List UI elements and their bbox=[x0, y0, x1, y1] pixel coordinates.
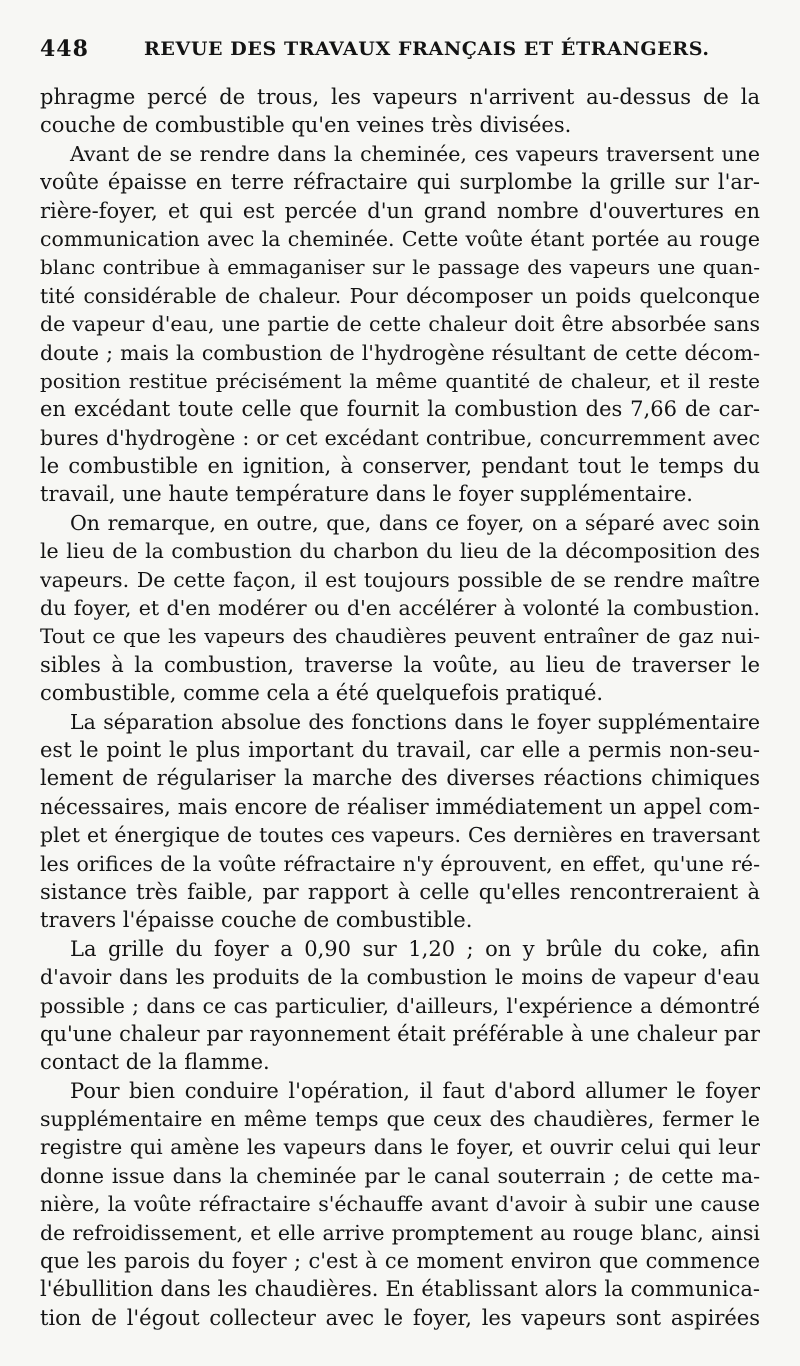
text-line: Pour bien conduire l'opération, il faut d'abord allumer le foyer bbox=[70, 1078, 760, 1103]
text-line: de vapeur d'eau, une partie de cette chaleur doit être absorbée sans bbox=[40, 312, 760, 337]
text-line: de refroidissement, et elle arrive promptement au rouge blanc, ainsi bbox=[40, 1220, 760, 1245]
text-line: lement de régulariser la marche des diverses réactions chimiques bbox=[40, 766, 760, 791]
page-number: 448 bbox=[40, 36, 89, 62]
text-line: est le point le plus important du travail, car elle a permis non-seu- bbox=[40, 737, 760, 762]
text-line: vapeurs. De cette façon, il est toujours possible de se rendre maître bbox=[40, 567, 760, 592]
text-line: plet et énergique de toutes ces vapeurs. Ces dernières en traversant bbox=[40, 823, 760, 848]
text-line: couche de combustible qu'en veines très divisées. bbox=[40, 113, 572, 138]
text-line: d'avoir dans les produits de la combustion le moins de vapeur d'eau bbox=[40, 965, 760, 990]
text-line: contact de la flamme. bbox=[40, 1050, 270, 1075]
text-line: La grille du foyer a 0,90 sur 1,20 ; on y brûle du coke, afin bbox=[70, 936, 760, 961]
running-title: REVUE DES TRAVAUX FRANÇAIS ET ÉTRANGERS. bbox=[144, 38, 710, 60]
text-line: le lieu de la combustion du charbon du lieu de la décomposition des bbox=[40, 539, 760, 564]
text-line: blanc contribue à emmaganiser sur le passage des vapeurs une quan- bbox=[40, 255, 760, 280]
text-line: le combustible en ignition, à conserver, pendant tout le temps du bbox=[40, 454, 760, 479]
text-line: travail, une haute température dans le foyer supplémentaire. bbox=[40, 482, 693, 507]
text-line: voûte épaisse en terre réfractaire qui surplombe la grille sur l'ar- bbox=[40, 170, 760, 195]
text-line: bures d'hydrogène : or cet excédant contribue, concurremment avec bbox=[40, 425, 760, 450]
text-line: possible ; dans ce cas particulier, d'ailleurs, l'expérience a démontré bbox=[40, 993, 760, 1018]
text-line: les orifices de la voûte réfractaire n'y éprouvent, en effet, qu'une ré- bbox=[40, 851, 760, 876]
text-line: travers l'épaisse couche de combustible. bbox=[40, 908, 473, 933]
text-line: Tout ce que les vapeurs des chaudières peuvent entraîner de gaz nui- bbox=[40, 624, 760, 649]
text-line: sibles à la combustion, traverse la voûte, au lieu de traverser le bbox=[40, 652, 760, 677]
text-line: sistance très faible, par rapport à celle qu'elles rencontreraient à bbox=[40, 879, 760, 904]
text-line: phragme percé de trous, les vapeurs n'arrivent au-dessus de la bbox=[40, 85, 760, 109]
text-line: rière-foyer, et qui est percée d'un grand nombre d'ouvertures en bbox=[40, 198, 760, 223]
text-line: tité considérable de chaleur. Pour décomposer un poids quelconque bbox=[40, 283, 760, 308]
text-line: registre qui amène les vapeurs dans le foyer, et ouvrir celui qui leur bbox=[40, 1135, 760, 1160]
text-line: nière, la voûte réfractaire s'échauffe avant d'avoir à subir une cause bbox=[40, 1192, 760, 1217]
text-line: l'ébullition dans les chaudières. En établissant alors la communica- bbox=[40, 1277, 760, 1302]
text-line: On remarque, en outre, que, dans ce foyer, on a séparé avec soin bbox=[70, 510, 760, 535]
text-line: tion de l'égout collecteur avec le foyer, les vapeurs sont aspirées bbox=[40, 1305, 760, 1330]
text-line: supplémentaire en même temps que ceux des chaudières, fermer le bbox=[40, 1107, 760, 1132]
text-line: donne issue dans la cheminée par le canal souterrain ; de cette ma- bbox=[40, 1163, 760, 1188]
body-text bbox=[40, 83, 760, 1332]
page-header bbox=[40, 36, 760, 68]
text-line: qu'une chaleur par rayonnement était préférable à une chaleur par bbox=[40, 1021, 760, 1046]
text-line: communication avec la cheminée. Cette voûte étant portée au rouge bbox=[40, 226, 760, 251]
text-line: position restitue précisément la même quantité de chaleur, et il reste bbox=[40, 368, 760, 393]
text-line: en excédant toute celle que fournit la combustion des 7,66 de car- bbox=[40, 397, 760, 422]
text-line: nécessaires, mais encore de réaliser immédiatement un appel com- bbox=[40, 794, 760, 819]
text-line: doute ; mais la combustion de l'hydrogène résultant de cette décom- bbox=[40, 340, 760, 365]
text-line: combustible, comme cela a été quelquefois pratiqué. bbox=[40, 681, 604, 706]
text-line: Avant de se rendre dans la cheminée, ces vapeurs traversent une bbox=[70, 141, 760, 166]
text-line: que les parois du foyer ; c'est à ce moment environ que commence bbox=[40, 1249, 760, 1274]
text-line: La séparation absolue des fonctions dans le foyer supplémentaire bbox=[70, 709, 760, 734]
text-line: du foyer, et d'en modérer ou d'en accélérer à volonté la combustion. bbox=[40, 596, 760, 621]
